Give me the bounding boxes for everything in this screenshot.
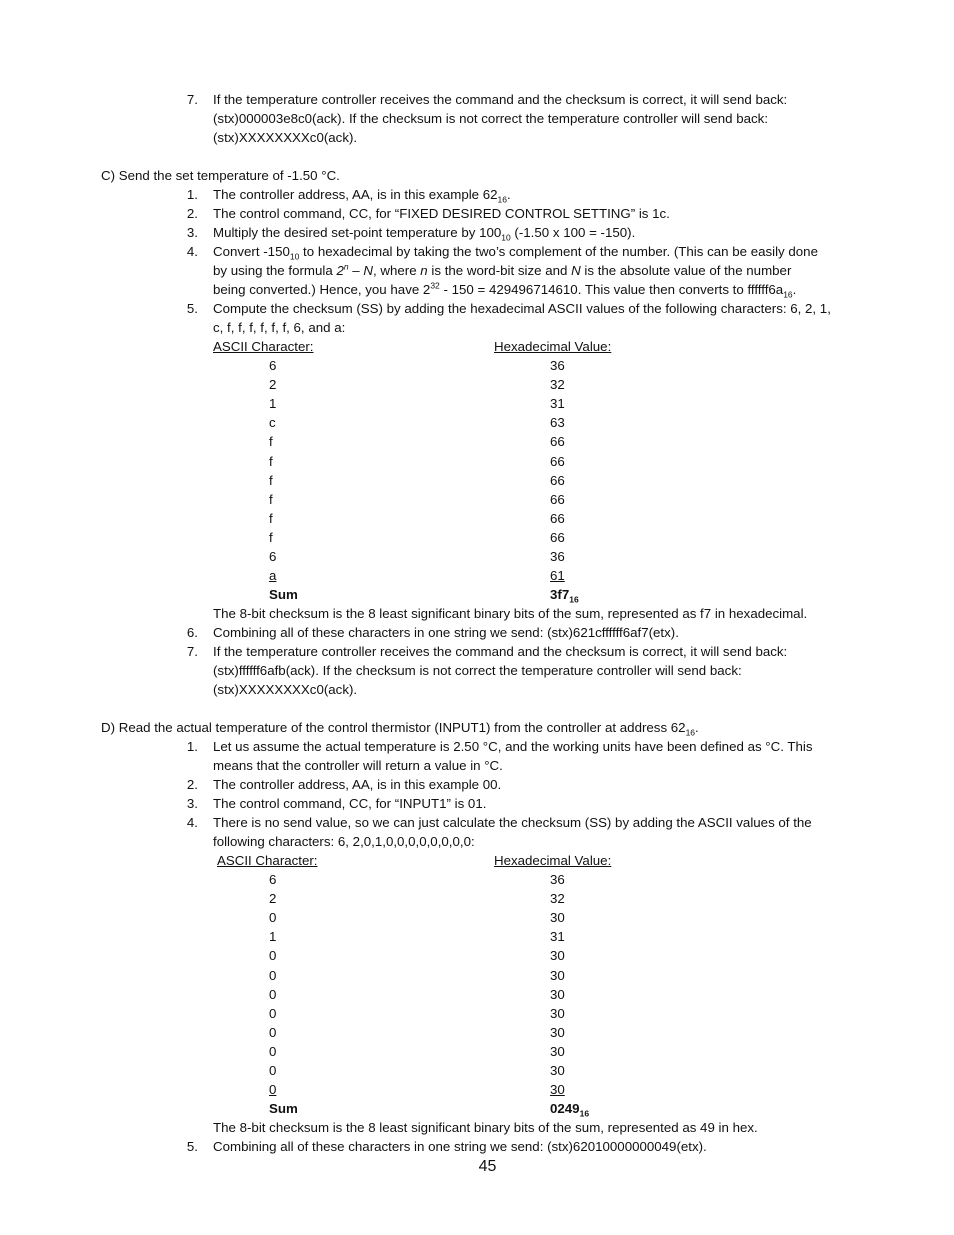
table-cell-hex: 61 bbox=[550, 568, 565, 584]
table-cell-hex: 31 bbox=[550, 396, 565, 412]
table-header-ascii: ASCII Character: bbox=[213, 339, 314, 354]
table-cell-char: f bbox=[269, 453, 273, 469]
item-text: There is no send value, so we can just calculate the checksum (SS) by adding the ASCII values of the bbox=[213, 815, 812, 830]
item-text: (stx)XXXXXXXXc0(ack). bbox=[213, 682, 358, 697]
table-cell-hex: 66 bbox=[550, 491, 565, 507]
list-number: 2. bbox=[186, 206, 198, 221]
table-cell-char: f bbox=[269, 434, 273, 450]
table-cell-char: a bbox=[269, 568, 277, 584]
checksum-note: The 8-bit checksum is the 8 least significant binary bits of the sum, represented as f7 in hexadecimal. bbox=[213, 606, 808, 621]
sum-label: Sum bbox=[269, 1101, 298, 1116]
item-text: Let us assume the actual temperature is 2.50 °C, and the working units have been defined as °C. This bbox=[213, 739, 813, 754]
table-cell-hex: 30 bbox=[550, 948, 565, 964]
item-text: following characters: 6, 2,0,1,0,0,0,0,0,0,0,0: bbox=[213, 834, 475, 849]
table-cell-char: 6 bbox=[269, 549, 277, 564]
list-number: 7. bbox=[186, 92, 198, 107]
item-text: by using the formula 2$^n$ – N, where n is the word-bit size and N is the absolute value of the number bbox=[213, 261, 792, 278]
table-cell-hex: 30 bbox=[550, 1082, 565, 1098]
table-cell-hex: 66 bbox=[550, 472, 565, 488]
table-cell-char: 0 bbox=[269, 986, 277, 1002]
item-text: Multiply the desired set-point temperature by $100_{10}$ (-1.50 x 100 = -150). bbox=[213, 225, 636, 243]
table-cell-hex: 36 bbox=[550, 358, 565, 373]
item-text: c, f, f, f, f, f, f, 6, and a: bbox=[213, 320, 346, 335]
list-number: 3. bbox=[186, 225, 198, 240]
item-text: Convert $-150_{10}$ to hexadecimal by taking the two’s complement of the number. (This can be easily done bbox=[213, 244, 818, 262]
table-cell-hex: 32 bbox=[550, 891, 565, 907]
table-cell-hex: 63 bbox=[550, 415, 565, 431]
table-header-ascii: ASCII Character: bbox=[217, 853, 318, 868]
table-cell-hex: 31 bbox=[550, 929, 565, 945]
table-cell-hex: 66 bbox=[550, 453, 565, 469]
table-cell-char: 2 bbox=[269, 891, 277, 907]
list-number: 3. bbox=[186, 796, 198, 811]
table-cell-hex: 30 bbox=[550, 986, 565, 1002]
table-header-hex: Hexadecimal Value: bbox=[494, 853, 612, 868]
table-cell-char: 1 bbox=[269, 929, 277, 945]
list-number: 7. bbox=[186, 644, 198, 659]
table-cell-char: 0 bbox=[269, 1063, 277, 1078]
table-cell-char: 6 bbox=[269, 872, 277, 887]
item-text: (stx)ffffff6afb(ack). If the checksum is not correct the temperature controller will send back: bbox=[213, 663, 742, 678]
item-text: If the temperature controller receives the command and the checksum is correct, it will send back: bbox=[213, 92, 788, 107]
table-cell-hex: 30 bbox=[550, 1005, 565, 1021]
sum-label: Sum bbox=[269, 587, 298, 602]
list-number: 4. bbox=[186, 815, 198, 830]
table-cell-char: f bbox=[269, 510, 273, 526]
table-cell-hex: 36 bbox=[550, 872, 565, 887]
table-cell-char: 0 bbox=[269, 967, 277, 983]
table-cell-hex: 66 bbox=[550, 529, 565, 545]
table-cell-char: 0 bbox=[269, 1043, 277, 1059]
list-number: 1. bbox=[186, 739, 198, 754]
item-text: The control command, CC, for “FIXED DESIRED CONTROL SETTING” is 1c. bbox=[213, 206, 670, 221]
list-number: 5. bbox=[186, 1139, 198, 1154]
table-cell-char: 0 bbox=[269, 1082, 277, 1098]
table-cell-char: 0 bbox=[269, 1024, 277, 1040]
table-cell-hex: 30 bbox=[550, 910, 565, 926]
section-heading: C) Send the set temperature of -1.50 °C. bbox=[101, 168, 340, 183]
section-heading: D) Read the actual temperature of the control thermistor (INPUT1) from the controller at address $62_{16}$. bbox=[101, 720, 699, 738]
list-number: 5. bbox=[186, 301, 198, 316]
item-text: Combining all of these characters in one string we send: (stx)621cffffff6af7(etx). bbox=[213, 625, 679, 640]
item-text: If the temperature controller receives the command and the checksum is correct, it will send back: bbox=[213, 644, 788, 659]
table-header-hex: Hexadecimal Value: bbox=[494, 339, 612, 354]
table-cell-char: f bbox=[269, 491, 273, 507]
item-text: (stx)000003e8c0(ack). If the checksum is not correct the temperature controller will send back: bbox=[213, 111, 769, 126]
item-text: Compute the checksum (SS) by adding the hexadecimal ASCII values of the following characters: 6, 2, 1, bbox=[213, 301, 831, 316]
table-cell-hex: 30 bbox=[550, 1063, 565, 1078]
sum-value: $0249_{16}$ bbox=[550, 1101, 590, 1119]
table-cell-char: 6 bbox=[269, 358, 277, 373]
table-cell-char: 2 bbox=[269, 377, 277, 393]
table-cell-hex: 66 bbox=[550, 510, 565, 526]
item-text: (stx)XXXXXXXXc0(ack). bbox=[213, 130, 358, 145]
item-text: The controller address, AA, is in this example $62_{16}$. bbox=[213, 187, 511, 205]
item-text: The control command, CC, for “INPUT1” is 01. bbox=[213, 796, 487, 811]
page-number: 45 bbox=[478, 1158, 497, 1175]
table-cell-char: 1 bbox=[269, 396, 277, 412]
table-cell-hex: 30 bbox=[550, 1024, 565, 1040]
list-number: 2. bbox=[186, 777, 198, 792]
item-text: The controller address, AA, is in this example 00. bbox=[213, 777, 502, 792]
table-cell-char: 0 bbox=[269, 1005, 277, 1021]
checksum-note: The 8-bit checksum is the 8 least significant binary bits of the sum, represented as 49 in hex. bbox=[213, 1120, 758, 1135]
table-cell-char: 0 bbox=[269, 948, 277, 964]
table-cell-hex: 30 bbox=[550, 1043, 565, 1059]
item-text: being converted.) Hence, you have $2^{32} - 150 = 429496714610$. This value then converts to $ffffff6a_{16}$. bbox=[213, 280, 797, 300]
table-cell-char: c bbox=[269, 415, 276, 431]
item-text: Combining all of these characters in one string we send: (stx)62010000000049(etx). bbox=[213, 1139, 707, 1154]
sum-value: $3f7_{16}$ bbox=[550, 587, 579, 605]
table-cell-char: 0 bbox=[269, 910, 277, 926]
item-text: means that the controller will return a value in °C. bbox=[213, 758, 503, 773]
table-cell-hex: 36 bbox=[550, 549, 565, 564]
table-cell-hex: 66 bbox=[550, 434, 565, 450]
table-cell-hex: 32 bbox=[550, 377, 565, 393]
list-number: 4. bbox=[186, 244, 198, 259]
list-number: 6. bbox=[186, 625, 198, 640]
table-cell-hex: 30 bbox=[550, 967, 565, 983]
list-number: 1. bbox=[186, 187, 198, 202]
table-cell-char: f bbox=[269, 529, 273, 545]
table-cell-char: f bbox=[269, 472, 273, 488]
